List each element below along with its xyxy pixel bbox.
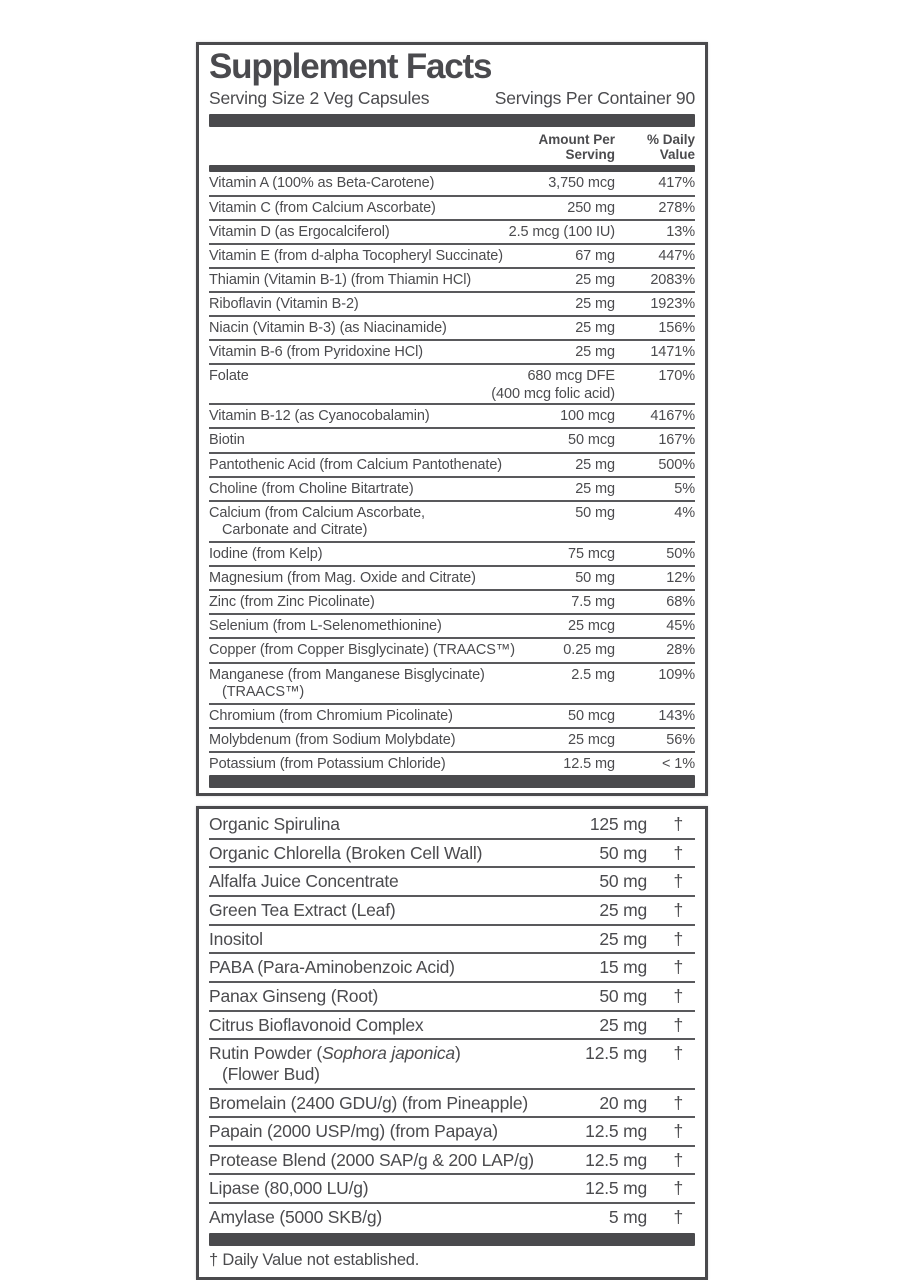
nutrient-name: Folate — [209, 368, 249, 385]
nutrient-row — [209, 567, 695, 591]
nutrient-name: Bromelain (2400 GDU/g) (from Pineapple) — [209, 1092, 529, 1113]
nutrient-name: Iodine (from Kelp) — [209, 546, 323, 563]
nutrient-name: Manganese (from Manganese Bisglycinate) (TRAACS™) — [209, 666, 485, 700]
nutrient-row — [209, 1090, 695, 1119]
divider-bar-medium — [209, 165, 695, 172]
nutrient-daily-value: † — [673, 1043, 683, 1064]
nutrient-row — [209, 1040, 695, 1089]
nutrient-row — [209, 365, 695, 405]
nutrient-amount: 50 mg — [575, 504, 615, 521]
nutrient-amount: 50 mcg — [568, 707, 615, 724]
nutrient-name: Chromium (from Chromium Picolinate) — [209, 707, 453, 724]
nutrient-daily-value: 5% — [674, 480, 695, 497]
nutrient-amount: 3,750 mcg — [548, 175, 615, 192]
nutrient-daily-value: 4167% — [650, 408, 695, 425]
nutrient-daily-value: 167% — [658, 432, 695, 449]
nutrient-daily-value: 500% — [658, 456, 695, 473]
nutrient-amount: 125 mg — [589, 814, 647, 835]
nutrient-amount: 25 mg — [599, 900, 647, 921]
nutrient-daily-value: < 1% — [661, 756, 695, 772]
daily-value-column-header: % Daily Value — [646, 131, 695, 162]
nutrient-amount: 2.5 mg — [571, 666, 615, 683]
nutrient-row — [209, 753, 695, 775]
nutrient-name: Organic Chlorella (Broken Cell Wall) — [209, 842, 483, 863]
nutrient-amount: 20 mg — [599, 1092, 647, 1113]
nutrient-name: Vitamin C (from Calcium Ascorbate) — [209, 199, 436, 216]
nutrient-amount: 50 mg — [599, 842, 647, 863]
nutrient-row — [209, 897, 695, 926]
nutrient-daily-value: 278% — [658, 199, 695, 216]
divider-bar-thick — [209, 775, 695, 788]
nutrient-daily-value: † — [673, 1178, 683, 1199]
nutrient-daily-value: 1471% — [650, 344, 695, 361]
nutrient-row — [209, 269, 695, 293]
nutrient-name: Papain (2000 USP/mg) (from Papaya) — [209, 1121, 498, 1142]
nutrient-row — [209, 1012, 695, 1041]
nutrient-row — [209, 1204, 695, 1231]
serving-info — [207, 86, 697, 114]
nutrient-amount: 25 mg — [575, 480, 615, 497]
column-headers — [207, 127, 697, 166]
nutrient-row — [209, 245, 695, 269]
nutrient-daily-value: † — [673, 985, 683, 1006]
nutrient-name: Lipase (80,000 LU/g) — [209, 1178, 369, 1199]
nutrient-daily-value: 4% — [674, 504, 695, 521]
nutrient-daily-value: 447% — [658, 247, 695, 264]
nutrient-row — [209, 729, 695, 753]
serving-size: Serving Size 2 Veg Capsules — [209, 87, 430, 108]
nutrient-amount: 680 mcg DFE (400 mcg folic acid) — [491, 368, 615, 403]
servings-per-container: Servings Per Container 90 — [494, 87, 695, 108]
nutrient-row — [209, 868, 695, 897]
nutrient-daily-value: † — [673, 1149, 683, 1170]
nutrient-amount: 25 mcg — [568, 618, 615, 635]
nutrient-name: Riboflavin (Vitamin B-2) — [209, 296, 359, 313]
nutrient-amount: 25 mg — [575, 296, 615, 313]
nutrient-name: Calcium (from Calcium Ascorbate, Carbonate and Citrate) — [209, 504, 425, 538]
nutrient-amount: 50 mg — [575, 570, 615, 587]
nutrient-daily-value: 56% — [666, 731, 695, 748]
nutrient-daily-value: 143% — [658, 707, 695, 724]
nutrient-name: Panax Ginseng (Root) — [209, 985, 379, 1006]
nutrient-row — [209, 840, 695, 869]
nutrient-daily-value: 68% — [666, 594, 695, 611]
nutrient-daily-value: 13% — [666, 223, 695, 240]
nutrient-name: Molybdenum (from Sodium Molybdate) — [209, 731, 456, 748]
nutrient-row — [209, 293, 695, 317]
nutrient-daily-value: † — [673, 1014, 683, 1035]
nutrient-row — [209, 705, 695, 729]
nutrient-amount: 12.5 mg — [585, 1043, 647, 1064]
nutrient-name: Pantothenic Acid (from Calcium Pantothenate) — [209, 456, 503, 473]
nutrient-amount: 25 mg — [575, 344, 615, 361]
nutrient-row — [209, 341, 695, 365]
nutrient-name: Zinc (from Zinc Picolinate) — [209, 594, 375, 611]
nutrient-amount: 2.5 mcg (100 IU) — [508, 223, 615, 240]
label-column — [196, 42, 708, 1280]
nutrient-amount: 25 mg — [575, 456, 615, 473]
nutrient-name: Organic Spirulina — [209, 814, 340, 835]
nutrient-amount: 12.5 mg — [585, 1149, 647, 1170]
nutrient-amount: 25 mcg — [568, 731, 615, 748]
nutrient-name: Inositol — [209, 928, 263, 949]
nutrient-name: Vitamin D (as Ergocalciferol) — [209, 223, 390, 240]
nutrient-name: Vitamin B-12 (as Cyanocobalamin) — [209, 408, 430, 425]
nutrient-amount: 25 mg — [575, 320, 615, 337]
supplement-facts-panel — [196, 42, 708, 796]
nutrient-name: Vitamin E (from d-alpha Tocopheryl Succinate) — [209, 247, 503, 264]
nutrient-amount: 12.5 mg — [563, 756, 615, 772]
nutrient-row — [209, 639, 695, 663]
nutrient-daily-value: † — [673, 871, 683, 892]
nutrient-rows — [207, 172, 697, 775]
nutrient-name: Biotin — [209, 432, 245, 449]
nutrient-name: Vitamin A (100% as Beta-Carotene) — [209, 175, 435, 192]
divider-bar-thick — [209, 1233, 695, 1246]
nutrient-name: Copper (from Copper Bisglycinate) (TRAACS™) — [209, 642, 515, 659]
nutrient-row — [209, 197, 695, 221]
nutrient-amount: 50 mcg — [568, 432, 615, 449]
nutrient-daily-value: † — [673, 1121, 683, 1142]
nutrient-row — [209, 615, 695, 639]
nutrient-amount: 67 mg — [575, 247, 615, 264]
divider-bar-thick — [209, 114, 695, 127]
nutrient-name: Green Tea Extract (Leaf) — [209, 900, 396, 921]
nutrient-name: Niacin (Vitamin B-3) (as Niacinamide) — [209, 320, 447, 337]
nutrient-name: Choline (from Choline Bitartrate) — [209, 480, 414, 497]
nutrient-amount: 15 mg — [599, 957, 647, 978]
nutrient-name: Rutin Powder (Sophora japonica) (Flower Bud) — [209, 1043, 461, 1084]
nutrient-daily-value: † — [673, 814, 683, 835]
nutrient-row — [209, 811, 695, 840]
nutrient-amount: 25 mg — [575, 271, 615, 288]
nutrient-row — [209, 221, 695, 245]
nutrient-daily-value: 28% — [666, 642, 695, 659]
nutrient-row — [209, 1147, 695, 1176]
nutrient-row — [209, 983, 695, 1012]
nutrient-amount: 250 mg — [567, 199, 615, 216]
nutrient-row — [209, 1118, 695, 1147]
nutrient-amount: 0.25 mg — [563, 642, 615, 659]
nutrient-amount: 12.5 mg — [585, 1178, 647, 1199]
ingredient-rows — [207, 809, 697, 1231]
nutrient-name: Potassium (from Potassium Chloride) — [209, 756, 446, 772]
nutrient-amount: 100 mcg — [560, 408, 615, 425]
nutrient-amount: 50 mg — [599, 985, 647, 1006]
nutrient-name: Thiamin (Vitamin B-1) (from Thiamin HCl) — [209, 271, 472, 288]
nutrient-daily-value: † — [673, 1092, 683, 1113]
nutrient-daily-value: 1923% — [650, 296, 695, 313]
nutrient-daily-value: 12% — [666, 570, 695, 587]
nutrient-daily-value: 50% — [666, 546, 695, 563]
panel-title: Supplement Facts — [209, 47, 492, 86]
nutrient-row — [209, 172, 695, 196]
nutrient-amount: 25 mg — [599, 1014, 647, 1035]
other-ingredients-panel — [196, 806, 708, 1280]
nutrient-name: Amylase (5000 SKB/g) — [209, 1207, 383, 1228]
nutrient-daily-value: † — [673, 842, 683, 863]
nutrient-amount: 25 mg — [599, 928, 647, 949]
nutrient-row — [209, 405, 695, 429]
nutrient-row — [209, 954, 695, 983]
daily-value-footnote: † Daily Value not established. — [209, 1250, 420, 1269]
nutrient-daily-value: 170% — [658, 368, 695, 385]
nutrient-daily-value: 156% — [658, 320, 695, 337]
nutrient-row — [209, 454, 695, 478]
nutrient-name: Citrus Bioflavonoid Complex — [209, 1014, 424, 1035]
nutrient-amount: 50 mg — [599, 871, 647, 892]
nutrient-amount: 5 mg — [608, 1207, 647, 1228]
nutrient-daily-value: † — [673, 900, 683, 921]
nutrient-daily-value: † — [673, 1207, 683, 1228]
nutrient-name: Vitamin B-6 (from Pyridoxine HCl) — [209, 344, 423, 361]
nutrient-name: Magnesium (from Mag. Oxide and Citrate) — [209, 570, 476, 587]
nutrient-row — [209, 591, 695, 615]
nutrient-name: PABA (Para-Aminobenzoic Acid) — [209, 957, 455, 978]
nutrient-name: Selenium (from L-Selenomethionine) — [209, 618, 442, 635]
nutrient-daily-value: 45% — [666, 618, 695, 635]
amount-column-header: Amount Per Serving — [538, 131, 615, 162]
nutrient-row — [209, 1175, 695, 1204]
nutrient-amount: 7.5 mg — [571, 594, 615, 611]
nutrient-daily-value: † — [673, 957, 683, 978]
nutrient-name: Protease Blend (2000 SAP/g & 200 LAP/g) — [209, 1149, 534, 1170]
nutrient-row — [209, 664, 695, 705]
nutrient-daily-value: † — [673, 928, 683, 949]
nutrient-amount: 12.5 mg — [585, 1121, 647, 1142]
nutrient-daily-value: 2083% — [650, 271, 695, 288]
nutrient-row — [209, 926, 695, 955]
nutrient-row — [209, 317, 695, 341]
nutrient-name: Alfalfa Juice Concentrate — [209, 871, 399, 892]
nutrient-row — [209, 543, 695, 567]
nutrient-row — [209, 478, 695, 502]
nutrient-daily-value: 417% — [658, 175, 695, 192]
nutrient-amount: 75 mcg — [568, 546, 615, 563]
nutrient-daily-value: 109% — [658, 666, 695, 683]
nutrient-row — [209, 502, 695, 543]
nutrient-row — [209, 429, 695, 453]
